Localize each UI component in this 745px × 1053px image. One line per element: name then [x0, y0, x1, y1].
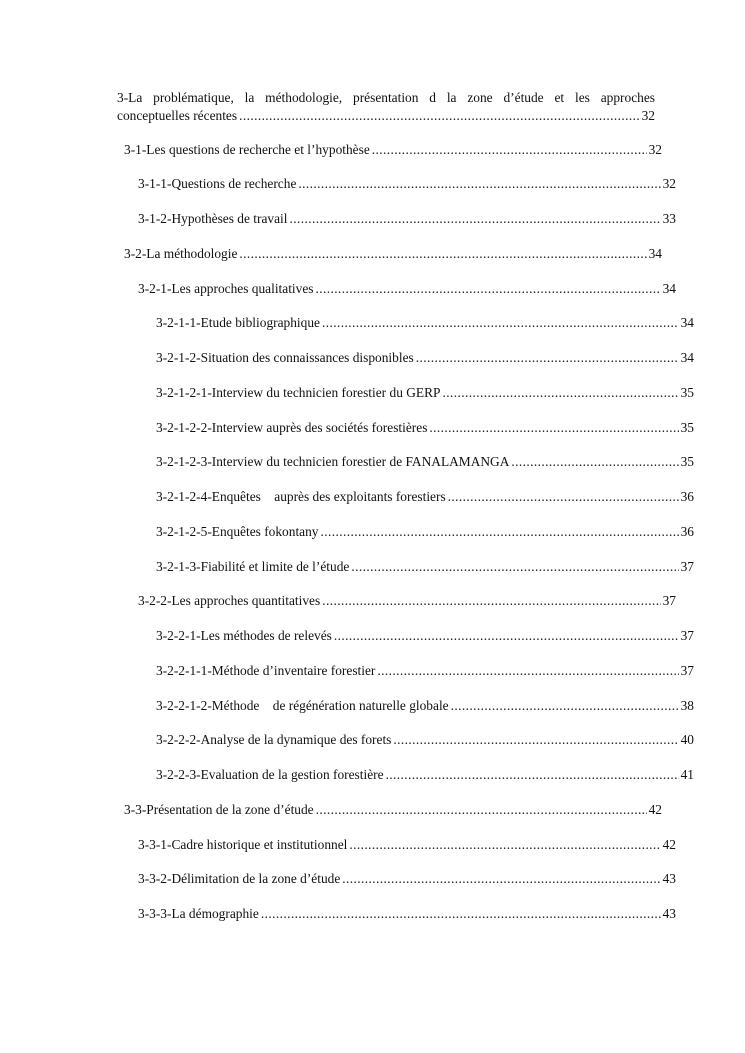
toc-entry[interactable]	[117, 766, 694, 784]
toc-page-number: 42	[648, 802, 662, 817]
toc-entry[interactable]	[117, 836, 676, 854]
toc-entry[interactable]	[117, 523, 694, 541]
toc-entry[interactable]	[117, 210, 676, 228]
toc-entry-label: 3-1-Les questions de recherche et l’hypothèse	[124, 142, 370, 157]
dot-leader	[321, 523, 679, 541]
toc-page-number: 42	[662, 837, 676, 852]
toc-entry-title-line2-row	[117, 107, 655, 125]
toc-page-number: 32	[648, 142, 662, 157]
toc-entry[interactable]	[117, 627, 694, 645]
toc-entry-title-line1: 3-La problématique, la méthodologie, présentation d la zone d’étude et les approches	[117, 90, 655, 105]
dot-leader	[322, 592, 660, 610]
toc-page-number: 34	[662, 281, 676, 296]
toc-entry-label: 3-2-1-2-1-Interview du technicien forestier du GERP	[156, 385, 441, 400]
toc-entry[interactable]	[117, 905, 676, 923]
toc-entry-label: 3-2-2-1-Les méthodes de relevés	[156, 628, 332, 643]
toc-entry-label: 3-2-1-2-2-Interview auprès des sociétés forestières	[156, 420, 428, 435]
toc-page-number: 37	[680, 663, 694, 678]
toc-page-number: 35	[680, 454, 694, 469]
dot-leader	[511, 453, 678, 471]
dot-leader	[316, 280, 661, 298]
toc-entry-label: 3-2-2-1-1-Méthode d’inventaire forestier	[156, 663, 376, 678]
toc-entry-label: 3-2-1-2-5-Enquêtes fokontany	[156, 524, 319, 539]
toc-page-number: 37	[680, 628, 694, 643]
toc-entry[interactable]	[117, 870, 676, 888]
dot-leader	[239, 107, 640, 125]
toc-entry[interactable]	[117, 349, 694, 367]
toc-entry[interactable]	[117, 488, 694, 506]
toc-entry[interactable]	[117, 419, 694, 437]
toc-entry-label: 3-2-1-2-3-Interview du technicien forestier de FANALAMANGA	[156, 454, 510, 469]
toc-entry-label: 3-2-2-2-Analyse de la dynamique des forets	[156, 732, 392, 747]
toc-entry-label: 3-2-1-1-Etude bibliographique	[156, 315, 320, 330]
toc-entry-title-line2: conceptuelles récentes	[117, 108, 238, 123]
toc-entry[interactable]	[117, 453, 694, 471]
toc-entry[interactable]	[117, 697, 694, 715]
dot-leader	[349, 836, 660, 854]
dot-leader	[298, 175, 660, 193]
dot-leader	[351, 558, 678, 576]
toc-entry-label: 3-2-La méthodologie	[124, 246, 238, 261]
dot-leader	[239, 245, 646, 263]
toc-entry[interactable]	[117, 731, 694, 749]
toc-page-number: 37	[680, 559, 694, 574]
toc-page-number: 41	[680, 767, 694, 782]
dot-leader	[261, 905, 661, 923]
dot-leader	[322, 314, 679, 332]
toc-page-number: 36	[680, 489, 694, 504]
dot-leader	[448, 488, 679, 506]
toc-entry-label: 3-2-1-2-4-Enquêtes auprès des exploitants forestiers	[156, 489, 446, 504]
dot-leader	[442, 384, 678, 402]
toc-entry-label: 3-2-1-3-Fiabilité et limite de l’étude	[156, 559, 350, 574]
toc-page-number: 34	[680, 315, 694, 330]
dot-leader	[451, 697, 679, 715]
toc-entry-label: 3-1-1-Questions de recherche	[138, 176, 297, 191]
toc-entry-label: 3-3-3-La démographie	[138, 906, 259, 921]
toc-page-number: 38	[680, 698, 694, 713]
toc-page-number: 40	[680, 732, 694, 747]
toc-entry-label: 3-3-1-Cadre historique et institutionnel	[138, 837, 348, 852]
toc-entry-label: 3-2-2-1-2-Méthode de régénération naturelle globale	[156, 698, 449, 713]
dot-leader	[429, 419, 678, 437]
toc-page-number: 33	[662, 211, 676, 226]
toc-entry-label: 3-2-1-Les approches qualitatives	[138, 281, 314, 296]
toc-page-number: 35	[680, 385, 694, 400]
toc-page-number: 34	[680, 350, 694, 365]
toc-entry[interactable]	[117, 801, 662, 819]
dot-leader	[393, 731, 678, 749]
toc-entry-chapter-3[interactable]	[117, 89, 655, 125]
dot-leader	[316, 801, 647, 819]
toc-page-number: 36	[680, 524, 694, 539]
toc-entry[interactable]	[117, 384, 694, 402]
toc-entry[interactable]	[117, 558, 694, 576]
toc-entry[interactable]	[117, 314, 694, 332]
toc-entry-label: 3-2-2-3-Evaluation de la gestion forestière	[156, 767, 384, 782]
dot-leader	[377, 662, 678, 680]
toc-entry-label: 3-1-2-Hypothèses de travail	[138, 211, 288, 226]
toc-entry[interactable]	[117, 662, 694, 680]
toc-page-number: 32	[641, 108, 655, 123]
toc-page-number: 37	[662, 593, 676, 608]
dot-leader	[289, 210, 660, 228]
dot-leader	[416, 349, 679, 367]
toc-entry-label: 3-2-2-Les approches quantitatives	[138, 593, 321, 608]
toc-entry[interactable]	[117, 592, 676, 610]
toc-entry-label: 3-3-Présentation de la zone d’étude	[124, 802, 314, 817]
toc-entry[interactable]	[117, 175, 676, 193]
toc-page-number: 43	[662, 906, 676, 921]
toc-entry-label: 3-3-2-Délimitation de la zone d’étude	[138, 871, 341, 886]
dot-leader	[372, 141, 647, 159]
toc-page-number: 35	[680, 420, 694, 435]
toc-page-number: 34	[648, 246, 662, 261]
toc-page-number: 32	[662, 176, 676, 191]
toc-entry[interactable]	[117, 141, 662, 159]
dot-leader	[342, 870, 660, 888]
toc-entry-label: 3-2-1-2-Situation des connaissances disponibles	[156, 350, 414, 365]
dot-leader	[334, 627, 679, 645]
toc-page-number: 43	[662, 871, 676, 886]
toc-entry[interactable]	[117, 280, 676, 298]
toc-entry[interactable]	[117, 245, 662, 263]
dot-leader	[386, 766, 679, 784]
